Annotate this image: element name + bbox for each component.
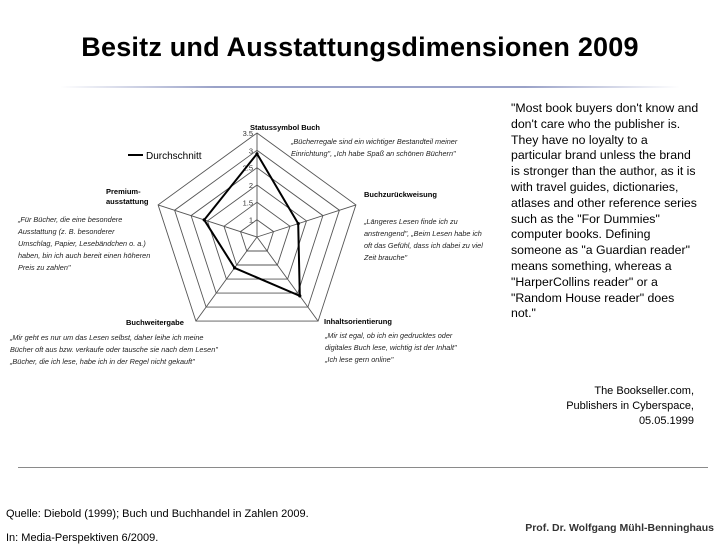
radar-tick-label: 1 bbox=[248, 215, 253, 225]
radar-annotation: „Bücherregale sind ein wichtiger Bestandteil meiner bbox=[291, 137, 458, 146]
radar-data-point bbox=[297, 222, 300, 225]
radar-annotation: digitales Buch lese, wichtig ist der Inhalt" bbox=[325, 343, 457, 352]
author-credit: Prof. Dr. Wolfgang Mühl-Benninghaus bbox=[525, 522, 714, 534]
radar-annotation: „Mir ist egal, ob ich ein gedrucktes oder bbox=[325, 331, 453, 340]
source-citation-publication: In: Media-Perspektiven 6/2009. bbox=[6, 532, 159, 544]
radar-tick-label: 2 bbox=[248, 181, 253, 190]
radar-annotation: „Bücher, die ich lese, habe ich in der Regel nicht gekauft" bbox=[10, 357, 195, 366]
radar-annotation: Preis zu zahlen" bbox=[18, 263, 71, 272]
radar-annotation: „Für Bücher, die eine besondere bbox=[18, 215, 123, 224]
radar-axis-title: Statussymbol Buch bbox=[250, 123, 321, 132]
quote-text: "Most book buyers don't know and don't care who the publisher is. They have no loyalty to a particular brand unless the brand is stronger than the author, as it is with travel guides, dictionaries, atlases and other reference series such as the "For Dummies" computer books. Defining someone as "a Guardian reader" means something, whereas a "HarperCollins reader" or a "Random House reader" does not." bbox=[511, 101, 699, 321]
quote-source-line: The Bookseller.com, bbox=[594, 385, 694, 397]
legend-label: Durchschnitt bbox=[146, 151, 202, 162]
radar-annotation: „Mir geht es nur um das Lesen selbst, daher leihe ich meine bbox=[10, 333, 204, 342]
radar-tick-label: 3 bbox=[248, 146, 253, 156]
footer-divider bbox=[18, 467, 708, 468]
radar-data-point bbox=[203, 218, 206, 221]
radar-annotation: „Ich lese gern online" bbox=[325, 355, 394, 364]
radar-annotation: Einrichtung", „Ich habe Spaß an schönen Büchern" bbox=[291, 149, 456, 158]
radar-annotation: „Längeres Lesen finde ich zu bbox=[364, 217, 458, 226]
radar-data-point bbox=[255, 152, 258, 155]
radar-spoke bbox=[257, 205, 356, 237]
radar-annotation: Bücher oft aus bzw. verkaufe oder tausche sie nach dem Lesen" bbox=[10, 345, 218, 354]
radar-annotation: Umschlag, Papier, Lesebändchen o. a.) bbox=[18, 239, 146, 248]
radar-annotation: anstrengend", „Beim Lesen habe ich bbox=[364, 229, 482, 238]
radar-data-point bbox=[233, 266, 236, 269]
radar-axis-title: Buchzurückweisung bbox=[364, 190, 437, 199]
title-divider bbox=[60, 86, 680, 88]
radar-chart bbox=[0, 100, 505, 400]
quote-source bbox=[520, 384, 694, 429]
slide-title: Besitz und Ausstattungsdimensionen 2009 bbox=[81, 32, 639, 62]
radar-axis-title: ausstattung bbox=[106, 197, 149, 206]
radar-annotation: haben, bin ich auch bereit einen höheren bbox=[18, 251, 151, 260]
radar-spoke bbox=[158, 205, 257, 237]
source-citation: Quelle: Diebold (1999); Buch und Buchhandel in Zahlen 2009. bbox=[6, 508, 309, 520]
quote-source-line: Publishers in Cyberspace, bbox=[566, 400, 694, 412]
radar-annotation: oft das Gefühl, dass ich dabei zu viel bbox=[364, 241, 483, 250]
radar-tick-label: 3.5 bbox=[242, 129, 253, 138]
quote-source-line: 05.05.1999 bbox=[638, 415, 694, 427]
radar-data-point bbox=[298, 294, 301, 297]
radar-annotation: Zeit brauche" bbox=[364, 253, 408, 262]
radar-axis-title: Premium- bbox=[106, 187, 141, 196]
radar-tick-label: 1.5 bbox=[242, 198, 253, 208]
radar-tick-label: 2.5 bbox=[242, 163, 253, 173]
radar-annotation: Ausstattung (z. B. besonderer bbox=[18, 227, 115, 236]
radar-axis-title: Inhaltsorientierung bbox=[324, 317, 392, 326]
radar-axis-title: Buchweitergabe bbox=[126, 318, 184, 327]
